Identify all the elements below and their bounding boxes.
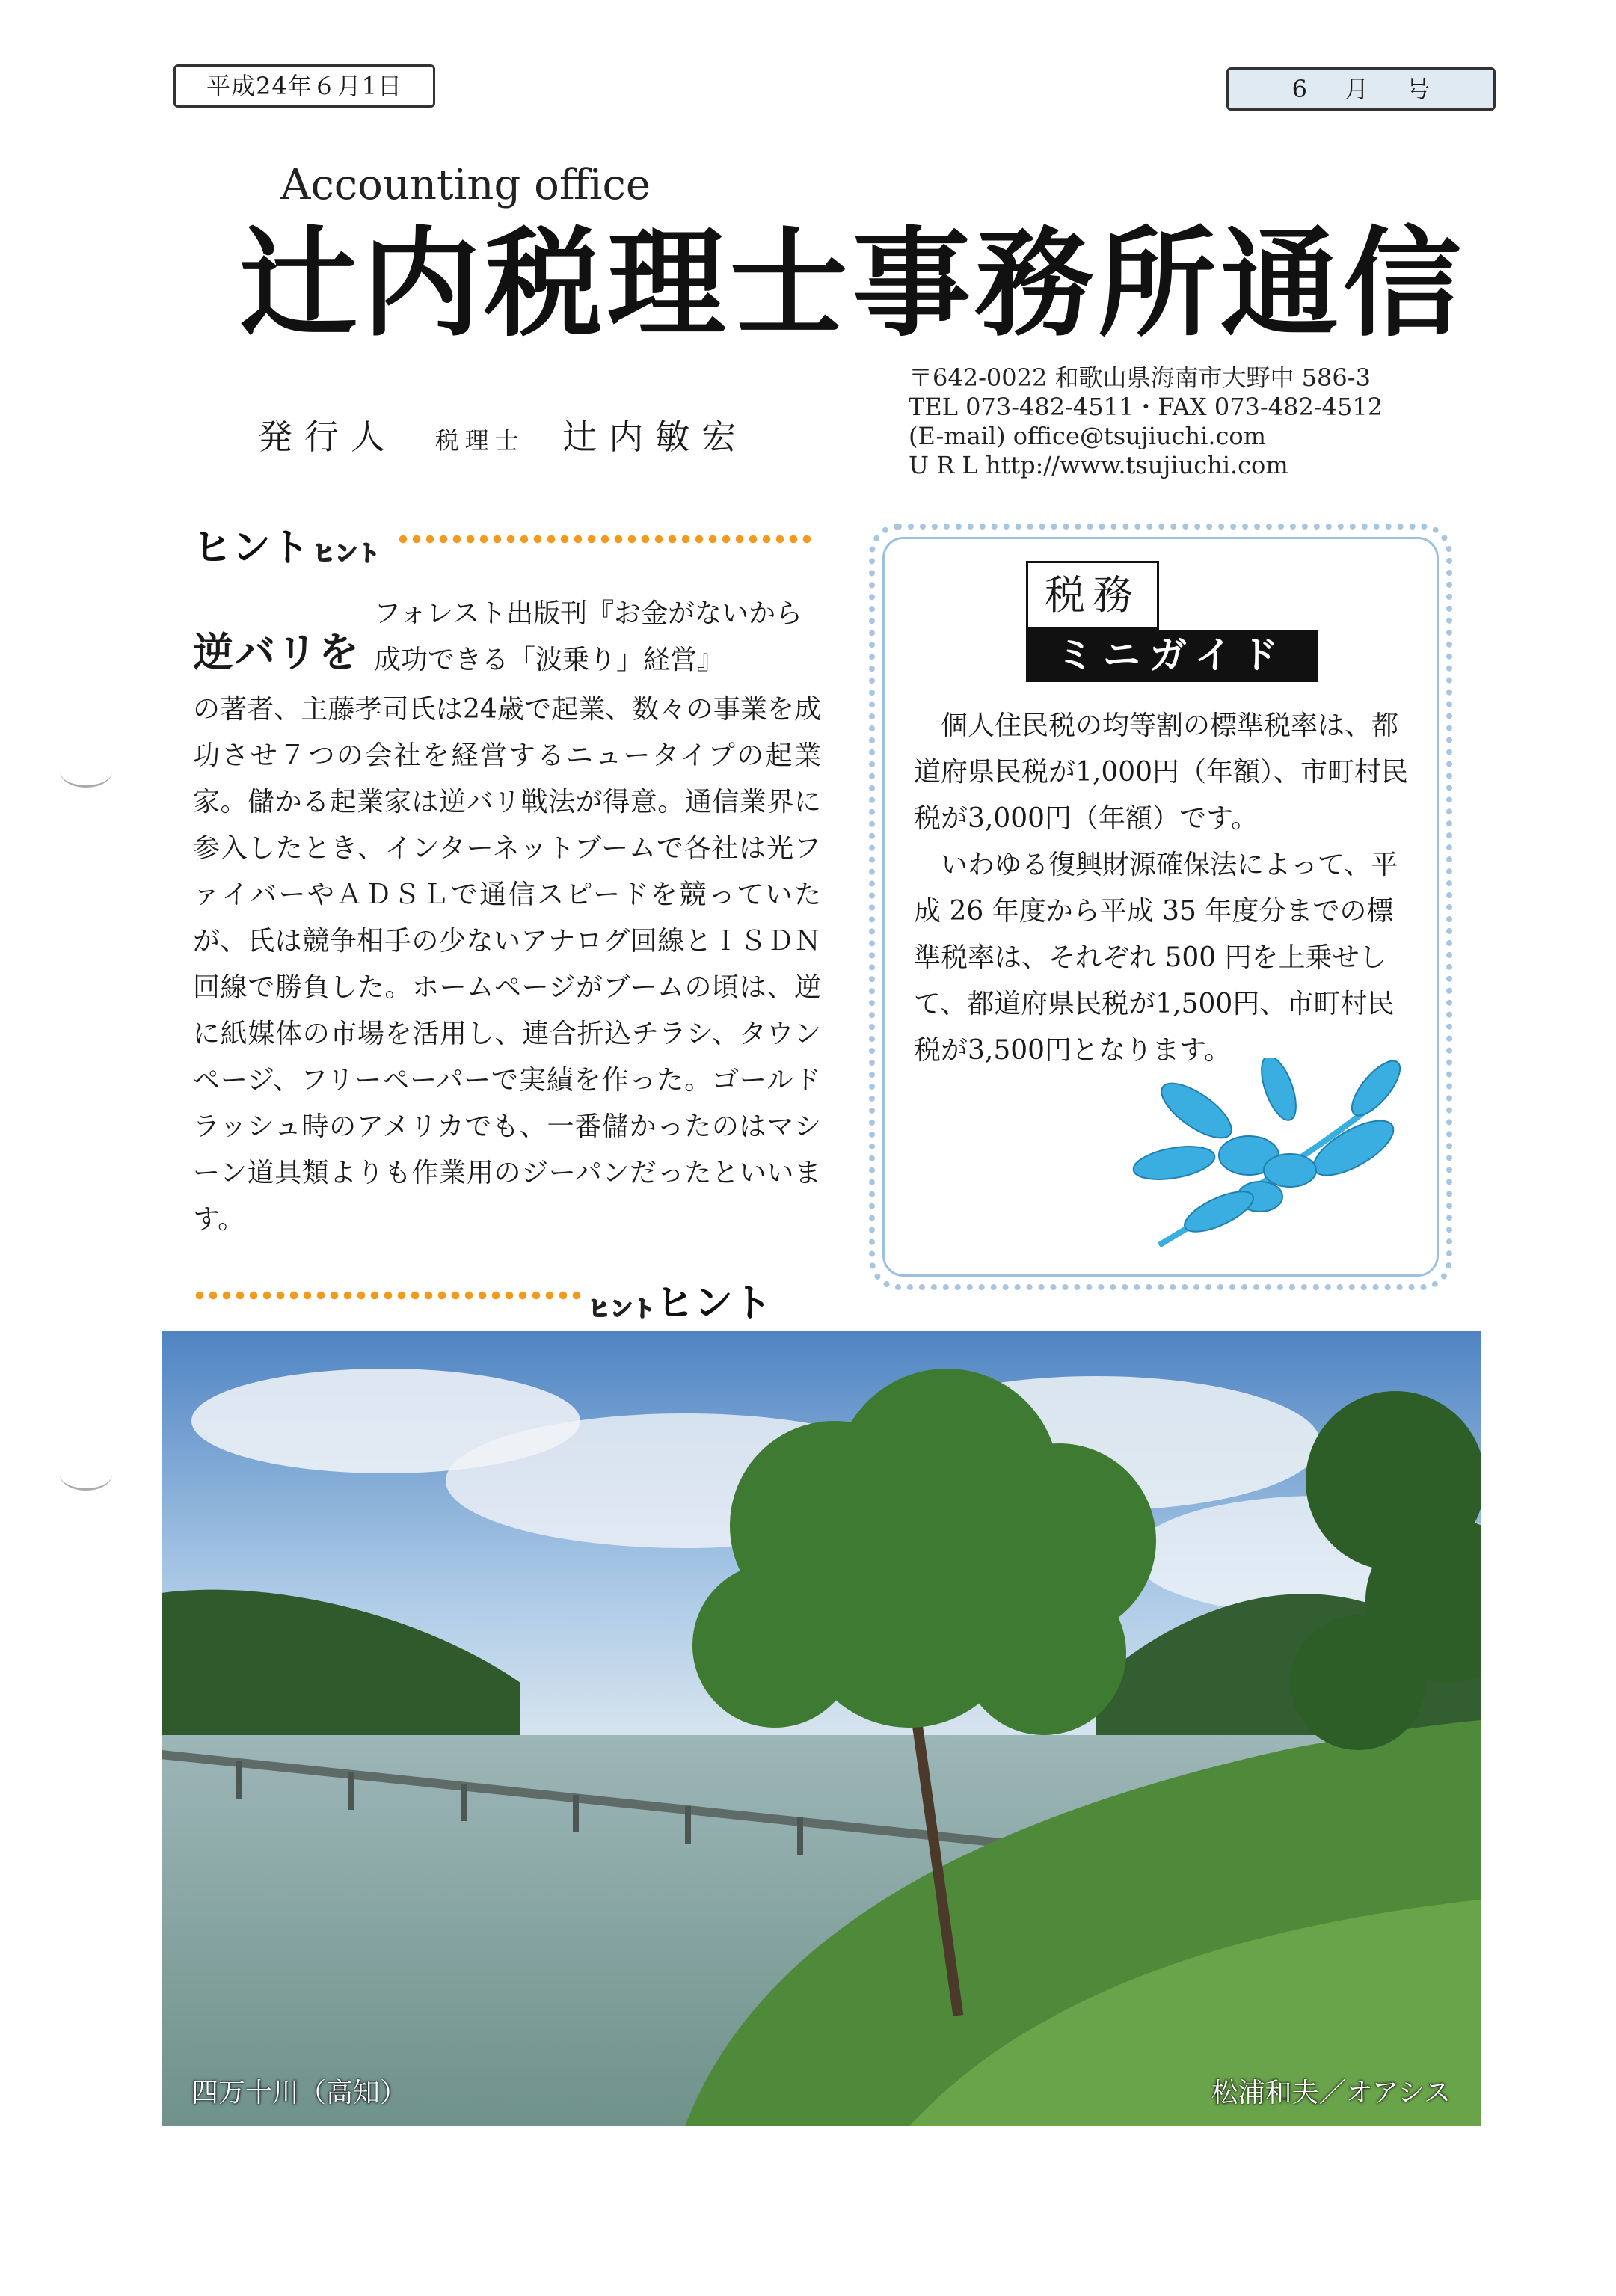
publisher-role: 税理士 [434, 426, 525, 455]
publisher [258, 410, 748, 459]
photo-caption-location: 四万十川（高知） [191, 2078, 408, 2108]
tax-guide-paragraph-1: 個人住民税の均等割の標準税率は、都道府県民税が1,000円（年額）、市町村民税が3,000円（年額）です。 [914, 710, 1409, 834]
address-url: U R L http://www.tsujiuchi.com [909, 451, 1288, 479]
article-first-text: フォレスト出版刊『お金がないから成功できる「波乗り」経営』 [374, 598, 803, 675]
hint-heading-bottom [585, 1271, 772, 1327]
article-body: の著者、主藤孝司氏は24歳で起業、数々の事業を成功させ７つの会社を経営するニュータイプの起業家。儲かる起業家は逆バリ戦法が得意。通信業界に参入したとき、インターネットブームで各社は光ファイバーやＡＤＳＬで通信スピードを競っていたが、氏は競争相手の少ないアナログ回線とＩＳＤＮ回線で勝負した。ホームページがブームの頃は、逆に紙媒体の市場を活用し、連合折込チラシ、タウンページ、フリーペーパーで実績を作った。ゴールドラッシュ時のアメリカでも、一番儲かったのはマシーン道具類よりも作業用のジーパンだったといいます。 [193, 694, 821, 1235]
punch-hole-top [60, 755, 112, 788]
hint-dotted-divider-bottom [193, 1290, 586, 1301]
publisher-label: 発行人 [258, 417, 397, 457]
river-landscape-image [162, 1331, 1481, 2126]
leaf-illustration-icon [1129, 1058, 1413, 1260]
hint-dotted-divider-top [396, 534, 815, 544]
landscape-photo [162, 1331, 1481, 2126]
tax-guide-logo-bottom: ミニガイド [1026, 630, 1318, 682]
address-email: (E-mail) office@tsujiuchi.com [909, 422, 1267, 450]
address-postal: 〒642-0022 和歌山県海南市大野中 586-3 [909, 363, 1371, 392]
hint-bottom-small-label: ヒント [588, 1296, 655, 1322]
photo-caption-credit: 松浦和夫／オアシス [1211, 2078, 1451, 2108]
tax-guide-text [914, 703, 1411, 1074]
masthead-subtitle: Accounting office [280, 161, 651, 209]
address-phone: TEL 073-482-4511・FAX 073-482-4512 [909, 393, 1383, 421]
issue-date: 平成24年６月1日 [173, 64, 435, 108]
publisher-name: 辻内敏宏 [562, 417, 749, 457]
tax-guide-logo-top: 税務 [1026, 561, 1159, 630]
hint-main-label: ヒント [193, 526, 310, 571]
masthead-title: 辻内税理士事務所通信 [239, 215, 1466, 353]
hint-heading [193, 516, 380, 572]
tax-guide-paragraph-2: いわゆる復興財源確保法によって、平成 26 年度から平成 35 年度分までの標準税率は、それぞれ 500 円を上乗せして、都道府県民税が1,500円、市町村民税が3,500円となります。 [914, 850, 1398, 1066]
issue-month: 6 月 号 [1226, 67, 1496, 111]
hint-small-label: ヒント [313, 541, 381, 567]
article-lead: 逆バリを [193, 629, 360, 676]
office-address [909, 363, 1383, 480]
hint-bottom-main-label: ヒント [655, 1281, 772, 1326]
punch-hole-bottom [60, 1458, 112, 1491]
